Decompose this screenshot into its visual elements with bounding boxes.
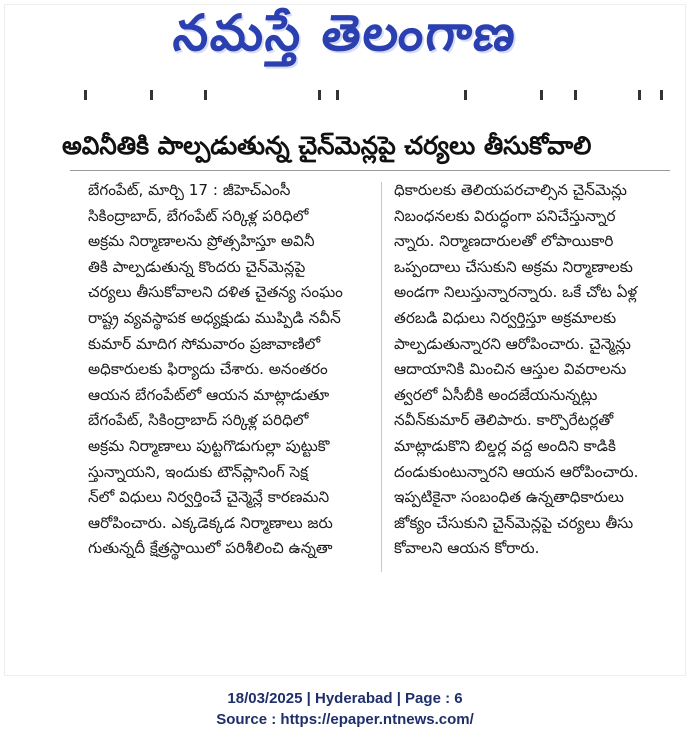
article-line: బేగంపేట్, మార్చి 17 : జీహెచ్‌ఎంసీ bbox=[88, 181, 291, 199]
headline-divider bbox=[70, 170, 670, 171]
headline: అవినీతికి పాల్పడుతున్న చైన్‌మెన్లపై చర్యలు తీసుకోవాలి bbox=[62, 131, 592, 160]
article-line: అండగా నిలుస్తున్నారన్నారు. ఒకే చోట ఏళ్ల bbox=[394, 283, 638, 302]
top-rule-marks bbox=[54, 90, 664, 100]
article-line: నిబంధనలకు విరుద్ధంగా పనిచేస్తున్నార bbox=[394, 206, 616, 225]
article-line: తికి పాల్పడుతున్న కొందరు చైన్‌మెన్లపై bbox=[88, 257, 306, 276]
article-line: సికింద్రాబాద్, బేగంపేట్ సర్కిళ్ల పరిధిలో bbox=[88, 206, 309, 225]
article-line: బేగంపేట్, సికింద్రాబాద్ సర్కిళ్ల పరిధిలో bbox=[88, 411, 309, 430]
article-line: జోక్యం చేసుకుని చైన్‌మెన్లపై చర్యలు తీసు bbox=[394, 513, 634, 532]
article-line: గుతున్నదీ క్షేత్రస్థాయిలో పరిశీలించి ఉన్నతా bbox=[88, 539, 333, 558]
article-line: ఆయన బేగంపేట్‌లో ఆయన మాట్లాడుతూ bbox=[88, 385, 330, 404]
article-line: ఆదాయానికి మించిన ఆస్తుల వివరాలను bbox=[394, 360, 627, 379]
article-line: ధికారులకు తెలియపరచాల్సిన చైన్‌మెన్లు bbox=[394, 181, 627, 199]
article-column-left bbox=[88, 178, 388, 562]
masthead-logo: నమస్తే తెలంగాణ bbox=[170, 3, 521, 62]
article-line: దండుకుంటున్నారని ఆయన ఆరోపించారు. bbox=[394, 462, 639, 481]
article-line: రాష్ట్ర వ్యవస్థాపక అధ్యక్షుడు ముప్పిడి నవీన్ bbox=[88, 308, 341, 327]
masthead bbox=[0, 0, 690, 78]
article-line: త్వరలో ఏసీబీకి అందజేయనున్నట్లు bbox=[394, 385, 598, 404]
article-line: న్‌లో విధులు నిర్వర్తించే చైన్మెన్లే కారణమని bbox=[88, 488, 330, 507]
article-line: కోవాలని ఆయన కోరారు. bbox=[394, 539, 540, 558]
article-column-right bbox=[394, 178, 688, 562]
article-line: అక్రమ నిర్మాణాలను ప్రోత్సహిస్తూ అవినీ bbox=[88, 232, 315, 251]
article-line: అక్రమ నిర్మాణాలు పుట్టగొడుగుల్లా పుట్టుకొ bbox=[88, 436, 330, 455]
article-line: కుమార్ మాదిగ సోమవారం ప్రజావాణిలో bbox=[88, 334, 321, 353]
footer-source-link[interactable]: Source : https://epaper.ntnews.com/ bbox=[216, 711, 474, 728]
article-line: ఒప్పందాలు చేసుకుని అక్రమ నిర్మాణాలకు bbox=[394, 257, 633, 276]
article-line: ఇప్పటికైనా సంబంధిత ఉన్నతాధికారులు bbox=[394, 488, 624, 507]
article-line: స్తున్నాయని, ఇందుకు టౌన్‌ప్లానింగ్ సెక్ష bbox=[88, 462, 309, 481]
article-line: చర్యలు తీసుకోవాలని దళిత చైతన్య సంఘం bbox=[88, 283, 343, 302]
column-divider bbox=[381, 182, 382, 572]
footer-date-edition: 18/03/2025 | Hyderabad | Page : 6 bbox=[227, 690, 463, 707]
article-line: న్నారు. నిర్మాణదారులతో లోపాయికారి bbox=[394, 232, 614, 251]
article-line: పాల్పడుతున్నారని ఆరోపించారు. చైన్మెన్లు bbox=[394, 334, 631, 353]
article-line: మాట్లాడుకొని బిల్డర్ల వద్ద అందిని కాడికి bbox=[394, 436, 616, 455]
article-line: నవీన్‌కుమార్ తెలిపారు. కార్పొరేటర్లతో bbox=[394, 411, 614, 430]
article-line: తరబడి విధులు నిర్వర్తిస్తూ అక్రమాలకు bbox=[394, 308, 617, 327]
article-line: అధికారులకు ఫిర్యాదు చేశారు. అనంతరం bbox=[88, 360, 328, 379]
article-line: ఆరోపించారు. ఎక్కడెక్కడ నిర్మాణాలు జరు bbox=[88, 513, 333, 532]
